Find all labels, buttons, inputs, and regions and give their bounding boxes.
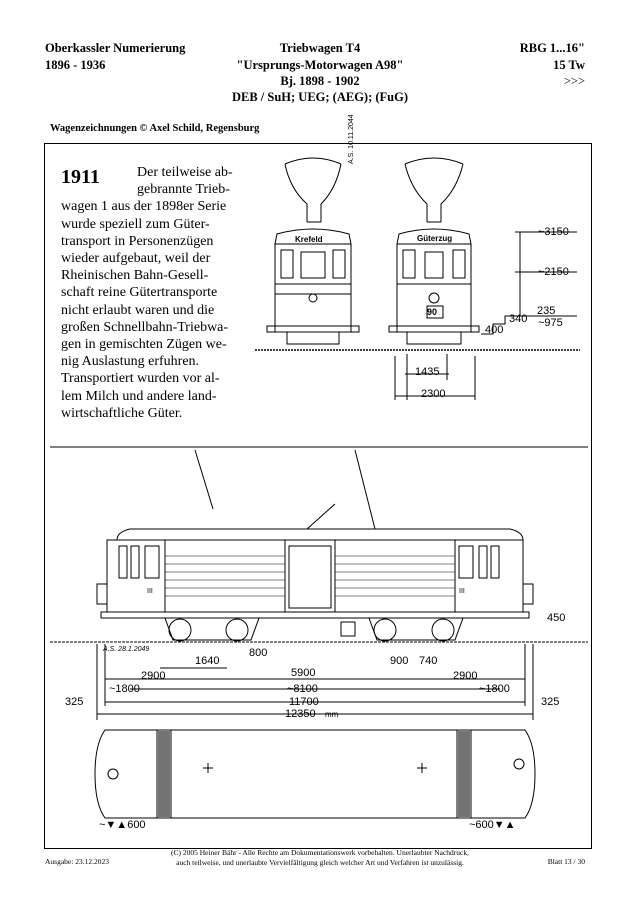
issue-date: Ausgabe: 23.12.2023 bbox=[45, 857, 109, 866]
dim-body-length: ~8100 bbox=[287, 683, 318, 695]
dim-frame-length: 11700 bbox=[289, 696, 319, 708]
page-number: Blatt 13 / 30 bbox=[547, 857, 585, 866]
note-line: großen Schnellbahn-Triebwa- bbox=[61, 319, 229, 335]
note-line: nicht erlaubt waren und die bbox=[61, 302, 215, 318]
dim-track-gauge: 1435 bbox=[415, 366, 440, 378]
dim-height-2150: ~2150 bbox=[538, 266, 569, 278]
build-years: Bj. 1898 - 1902 bbox=[280, 74, 360, 88]
class-mark-left: III bbox=[147, 588, 153, 595]
next-page-link[interactable]: >>> bbox=[563, 74, 585, 88]
tram-technical-drawing bbox=[45, 144, 593, 850]
dim-wheelbase: 5900 bbox=[291, 667, 316, 679]
signature-side: A.S. 28.1.2049 bbox=[103, 646, 150, 653]
copyright-line-2: auch teilweise, und unerlaubte Vervielfältigung gleich welcher Art und Verfahren ist unzulässig. bbox=[176, 858, 464, 867]
dim-325-right: 325 bbox=[541, 696, 560, 708]
dim-600-left: ~▼▲600 bbox=[99, 819, 146, 831]
signature-top: A.S. 10.11.2044 bbox=[348, 114, 355, 164]
note-line: Rheinischen Bahn-Gesell- bbox=[61, 268, 209, 284]
note-line: schaft reine Gütertransporte bbox=[61, 285, 218, 301]
dim-235: 235 bbox=[537, 305, 556, 317]
dim-height-3150: ~3150 bbox=[538, 226, 569, 238]
vehicle-count: 15 Tw bbox=[553, 58, 585, 72]
note-line: lem Milch und andere land- bbox=[61, 388, 217, 404]
note-line: gebrannte Trieb- bbox=[137, 182, 230, 198]
front-view-left bbox=[267, 158, 359, 344]
page-subtitle: "Ursprungs-Motorwagen A98" bbox=[236, 58, 404, 72]
side-view bbox=[97, 450, 533, 641]
operators: DEB / SuH; UEG; (AEG); (FuG) bbox=[231, 90, 409, 104]
note-line: Der teilweise ab- bbox=[137, 165, 233, 180]
dim-900: 900 bbox=[390, 655, 409, 667]
dim-1800-left: ~1800 bbox=[109, 683, 140, 695]
series-years: 1896 - 1936 bbox=[45, 58, 106, 72]
dim-unit: mm bbox=[325, 710, 339, 719]
note-line: wirtschaftliche Güter. bbox=[61, 405, 183, 421]
note-line: wurde speziell zum Güter- bbox=[61, 216, 210, 232]
dim-400: 400 bbox=[485, 324, 504, 336]
dim-325-left: 325 bbox=[65, 696, 84, 708]
front-destination-sign: Krefeld bbox=[295, 235, 323, 244]
dim-2900-left: 2900 bbox=[141, 670, 166, 682]
note-line: wagen 1 aus der 1898er Serie bbox=[61, 199, 227, 215]
note-line: wieder aufgebaut, weil der bbox=[61, 251, 211, 267]
dim-car-width: 2300 bbox=[421, 388, 446, 400]
copyright-line-1: (C) 2005 Heiner Bähr - Alle Rechte am Dokumentationswerk vorbehalten. Unerlaubter Nachdruck, bbox=[170, 848, 470, 857]
note-line: Transportiert wurden vor al- bbox=[61, 371, 220, 387]
class-mark-right: III bbox=[459, 588, 465, 595]
dim-overall-length: 12350 bbox=[285, 708, 316, 720]
number-range: RBG 1...16" bbox=[519, 41, 585, 55]
dim-1640: 1640 bbox=[195, 655, 220, 667]
series-title: Oberkassler Numerierung bbox=[45, 41, 186, 55]
rear-destination-sign: Güterzug bbox=[417, 234, 453, 243]
drawing-credit: Wagenzeichnungen © Axel Schild, Regensburg bbox=[50, 123, 260, 134]
dim-800: 800 bbox=[249, 647, 268, 659]
car-number: 90 bbox=[427, 307, 438, 317]
drawing-year: 1911 bbox=[61, 166, 100, 188]
dim-340: 340 bbox=[509, 313, 528, 325]
dim-1800-right: ~1800 bbox=[479, 683, 510, 695]
dim-floor-height: 450 bbox=[547, 612, 566, 624]
note-line: nig Auslastung erfuhren. bbox=[61, 354, 200, 370]
note-line: transport in Personenzügen bbox=[61, 233, 214, 249]
dim-740: 740 bbox=[419, 655, 438, 667]
dim-600-right: ~600▼▲ bbox=[469, 819, 516, 831]
page-title: Triebwagen T4 bbox=[279, 41, 361, 55]
dim-2900-right: 2900 bbox=[453, 670, 478, 682]
dim-975: ~975 bbox=[538, 317, 563, 329]
note-line: gen in gemischten Zügen we- bbox=[61, 337, 227, 353]
